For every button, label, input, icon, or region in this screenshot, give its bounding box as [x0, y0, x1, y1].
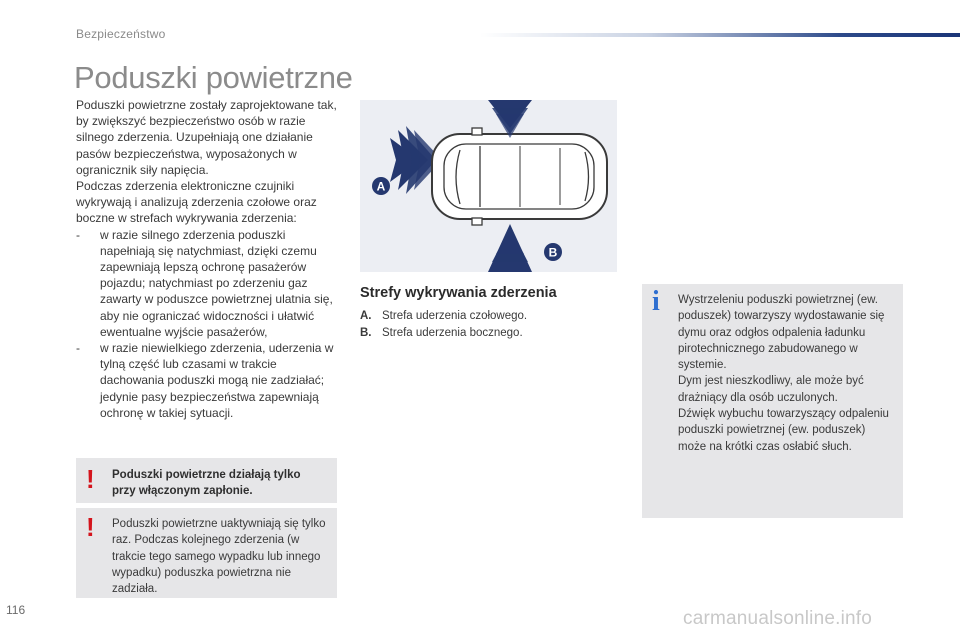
detection-paragraph: Podczas zderzenia elektroniczne czujniki wykrywają i analizują zderzenia czołowe oraz boczne w strefach wykrywania zderzenia: — [76, 179, 317, 226]
zone-a-label — [372, 177, 390, 195]
watermark: carmanualsonline.info — [683, 608, 873, 629]
warning-text: Poduszki powietrzne uaktywniają się tylko raz. Podczas kolejnego zderzenia (w trakcie tego samego wypadku lub innego wypadku) poduszka powietrzna nie zadziała. — [112, 518, 326, 596]
warning-box-ignition — [76, 458, 337, 503]
info-paragraph: Wystrzeleniu poduszki powietrznej (ew. poduszek) towarzyszy wydostawanie się dymu oraz odgłos odpalenia ładunku pirotechnicznego zabudowanego w systemie. — [678, 294, 885, 372]
bullet-dash: - — [76, 227, 80, 242]
warning-text: Poduszki powietrzne działają tylko przy włączonym zapłonie. — [112, 469, 301, 498]
page-number: 116 — [6, 603, 26, 617]
header-rule — [480, 33, 960, 37]
page-title: Poduszki powietrzne — [74, 60, 353, 95]
car-body — [432, 128, 607, 225]
list-item — [76, 340, 341, 421]
zone-b-label — [544, 243, 562, 261]
side-impact-arrows-top — [488, 100, 532, 138]
exclamation-icon: ! — [86, 464, 95, 494]
crash-zones-figure — [360, 100, 617, 272]
bullet-dash: - — [76, 341, 80, 356]
zones-title: Strefy wykrywania zderzenia — [360, 285, 557, 301]
info-paragraph: Dźwięk wybuchu towarzyszący odpaleniu poduszki powietrznej (ew. poduszek) może na krótki czas osłabić słuch. — [678, 408, 889, 453]
zones-list — [360, 308, 620, 341]
car-top-view-illustration — [360, 100, 617, 272]
warning-box-single-use — [76, 508, 337, 598]
info-box — [642, 284, 903, 518]
list-item — [360, 325, 620, 342]
zone-text: Strefa uderzenia bocznego. — [382, 326, 523, 339]
section-header: Bezpieczeństwo — [76, 27, 166, 41]
intro-paragraph: Poduszki powietrzne zostały zaprojektowane tak, by zwiększyć bezpieczeństwo osób w razie silnego zderzenia. Uzupełniają one działanie pasów bezpieczeństwa, wyposażonych w ogranicznik siły napięcia. — [76, 98, 337, 177]
zone-text: Strefa uderzenia czołowego. — [382, 310, 528, 322]
list-item — [76, 227, 341, 340]
side-impact-arrows-bottom — [488, 224, 532, 272]
body-text — [76, 97, 341, 421]
list-item — [360, 308, 620, 325]
info-text — [678, 292, 891, 455]
exclamation-icon: ! — [86, 512, 95, 542]
zone-b-letter: B — [548, 245, 558, 260]
bullet-text: w razie niewielkiego zderzenia, uderzenia w tylną część lub czasami w trakcie dachowania poduszki mogą nie zadziałać; jedynie pasy bezpieczeństwa zapewniają ochronę w takiej sytuacji. — [100, 341, 334, 420]
zone-key: A. — [360, 310, 372, 322]
info-icon: i — [652, 286, 660, 317]
zone-key: B. — [360, 326, 372, 339]
info-paragraph: Dym jest nieszkodliwy, ale może być drażniący dla osób uczulonych. — [678, 375, 864, 404]
zone-a-letter: A — [376, 179, 386, 194]
bullet-text: w razie silnego zderzenia poduszki napełniają się natychmiast, dzięki czemu zapewniają lepszą ochronę pasażerów pojazdu; natychmiast po zderzeniu gaz zawarty w poduszce powietrznej ulatnia się, aby nie ograniczać widoczności i ułatwić ewentualne wyjście pasażerów, — [100, 227, 333, 339]
